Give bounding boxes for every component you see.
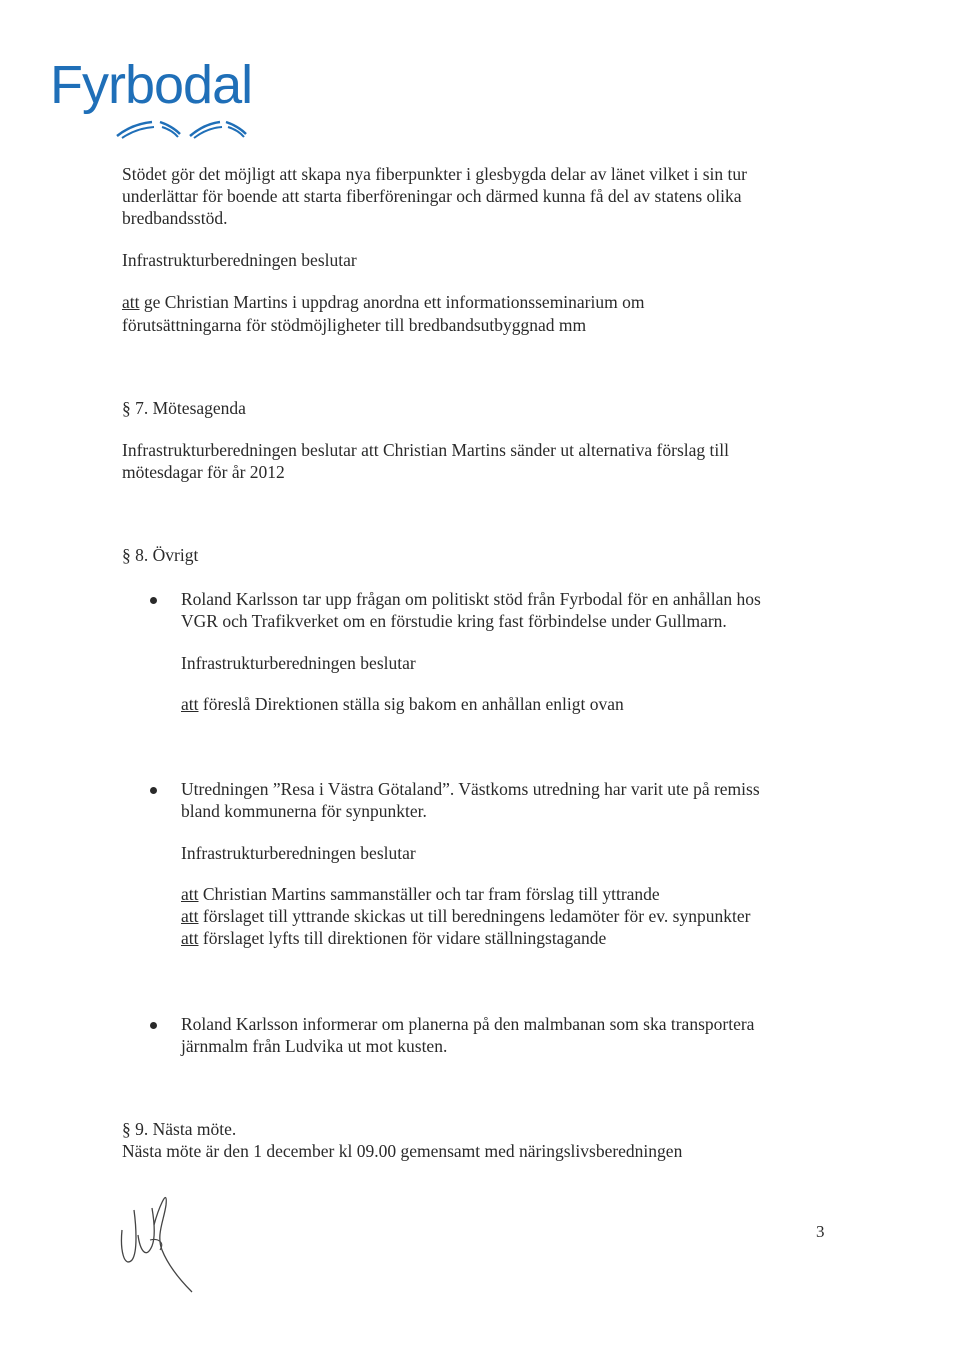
item1-line-1: Roland Karlsson tar upp frågan om politiskt stöd från Fyrbodal för en anhållan hos	[181, 589, 761, 609]
att-label: att	[181, 928, 199, 948]
decision-line-2: förutsättningarna för stödmöjligheter till bredbandsutbyggnad mm	[122, 315, 587, 335]
bullet-icon	[150, 1022, 157, 1029]
item1-decision-heading: Infrastrukturberedningen beslutar	[181, 653, 416, 673]
item2-decision-1	[181, 883, 660, 906]
att-label: att	[181, 884, 199, 904]
decision-text: förslaget lyfts till direktionen för vidare ställningstagande	[198, 928, 607, 948]
section-7-line-1: Infrastrukturberedningen beslutar att Christian Martins sänder ut alternativa förslag till	[122, 440, 729, 460]
signature	[110, 1180, 200, 1295]
intro-line-3: bredbandsstöd.	[122, 208, 228, 228]
decision-text: ge Christian Martins i uppdrag anordna ett informationsseminarium om	[139, 292, 645, 312]
section-9-line: Nästa möte är den 1 december kl 09.00 gemensamt med näringslivsberedningen	[122, 1141, 683, 1161]
item2-line-2: bland kommunerna för synpunkter.	[181, 801, 427, 821]
bullet-icon	[150, 597, 157, 604]
logo-waves-icon	[112, 116, 252, 140]
item3-line-2: järnmalm från Ludvika ut mot kusten.	[181, 1036, 448, 1056]
item1-decision	[181, 693, 624, 716]
page-number: 3	[816, 1222, 825, 1241]
decision-text: föreslå Direktionen ställa sig bakom en anhållan enligt ovan	[198, 694, 624, 714]
fyrbodal-logo: Fyrbodal	[50, 55, 253, 115]
intro-line-1: Stödet gör det möjligt att skapa nya fiberpunkter i glesbygda delar av länet vilket i sin tur	[122, 164, 747, 184]
item2-line-1: Utredningen ”Resa i Västra Götaland”. Västkoms utredning har varit ute på remiss	[181, 779, 760, 799]
intro-line-2: underlättar för boende att starta fiberföreningar och därmed kunna få del av statens olika	[122, 186, 742, 206]
item2-decision-2	[181, 905, 750, 928]
decision-text: förslaget till yttrande skickas ut till beredningens ledamöter för ev. synpunkter	[198, 906, 751, 926]
decision-line-1	[122, 291, 644, 314]
item2-decision-3	[181, 927, 606, 950]
decision-heading: Infrastrukturberedningen beslutar	[122, 250, 357, 270]
decision-text: Christian Martins sammanställer och tar fram förslag till yttrande	[198, 884, 660, 904]
section-7-line-2: mötesdagar för år 2012	[122, 462, 285, 482]
item3-line-1: Roland Karlsson informerar om planerna på den malmbanan som ska transportera	[181, 1014, 755, 1034]
section-7-heading: § 7. Mötesagenda	[122, 398, 246, 418]
section-9-heading: § 9. Nästa möte.	[122, 1119, 237, 1139]
item2-decision-heading: Infrastrukturberedningen beslutar	[181, 843, 416, 863]
att-label: att	[181, 694, 199, 714]
att-label: att	[181, 906, 199, 926]
att-label: att	[122, 292, 140, 312]
bullet-icon	[150, 787, 157, 794]
item1-line-2: VGR och Trafikverket om en förstudie kring fast förbindelse under Gullmarn.	[181, 611, 727, 631]
section-8-heading: § 8. Övrigt	[122, 545, 199, 565]
